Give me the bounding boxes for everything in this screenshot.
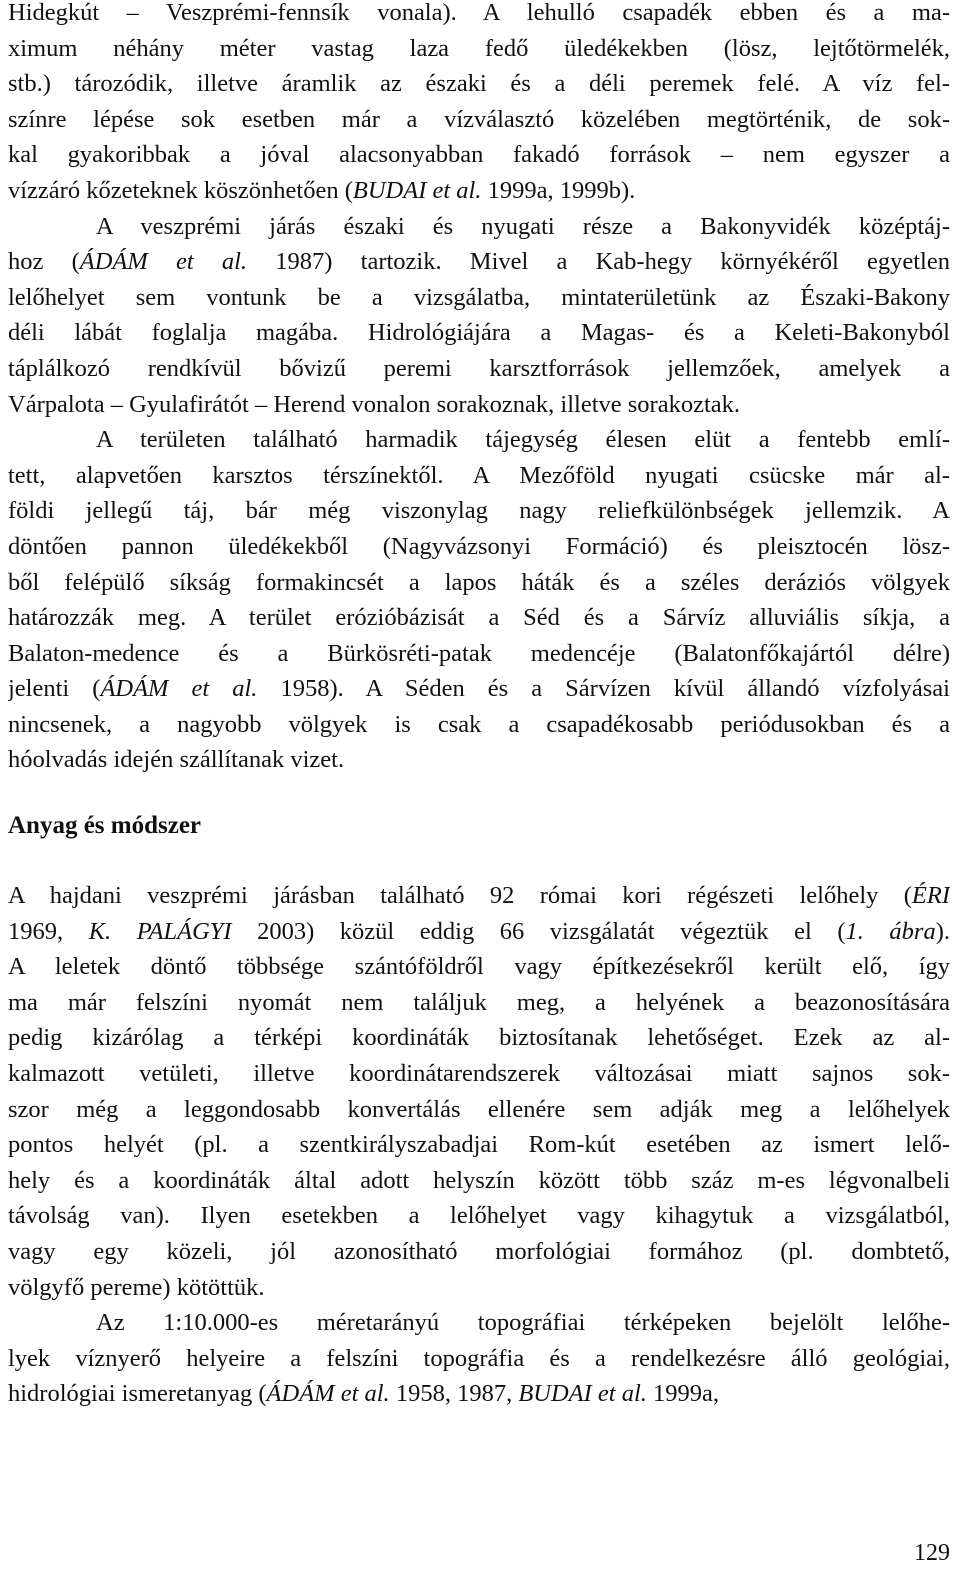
text-line: ximum néhány méter vastag laza fedő üledékekben (lösz, lejtőtörmelék, xyxy=(8,34,950,62)
body-text-lower xyxy=(8,878,950,1412)
text-line: nincsenek, a nagyobb völgyek is csak a csapadékosabb periódusokban és a xyxy=(8,710,950,738)
text-line: hely és a koordináták által adott helyszín között több száz m-es légvonalbeli xyxy=(8,1166,950,1194)
text-line: Az 1:10.000-es méretarányú topográfiai térképeken bejelölt lelőhe- xyxy=(96,1309,950,1337)
text-line: A hajdani veszprémi járásban található 92 római kori régészeti lelőhely (ÉRI xyxy=(8,882,950,909)
text-line: Hidegkút – Veszprémi-fennsík vonala). A lehulló csapadék ebben és a ma- xyxy=(8,0,950,26)
text-line: vagy egy közeli, jól azonosítható morfológiai formához (pl. dombtető, xyxy=(8,1237,950,1265)
paragraph xyxy=(8,209,950,423)
text-line: A területen található harmadik tájegység élesen elüt a fentebb emlí- xyxy=(96,426,950,454)
text-line: hóolvadás idején szállítanak vizet. xyxy=(8,746,345,774)
text-line: színre lépése sok esetben már a vízválasztó közelében megtörténik, de sok- xyxy=(8,105,950,133)
text-line: lyek víznyerő helyeire a felszíni topográfia és a rendelkezésre álló geológiai, xyxy=(8,1344,950,1372)
text-line: stb.) tározódik, illetve áramlik az északi és a déli peremek felé. A víz fel- xyxy=(8,70,950,98)
text-line: A leletek döntő többsége szántóföldről vagy építkezésekről került elő, így xyxy=(8,953,950,981)
text-line: 1969, K. PALÁGYI 2003) közül eddig 66 vizsgálatát végeztük el (1. ábra). xyxy=(8,917,950,945)
text-line: határozzák meg. A terület erózióbázisát a Séd és a Sárvíz alluviális síkja, a xyxy=(8,604,950,632)
text-line: vízzáró kőzeteknek köszönhetően (BUDAI et al. 1999a, 1999b). xyxy=(8,176,636,204)
text-line: ből felépülő síkság formakincsét a lapos háták és a széles deráziós völgyek xyxy=(8,568,950,596)
paragraph xyxy=(8,422,950,778)
text-line: kalmazott vetületi, illetve koordinátarendszerek változásai miatt sajnos sok- xyxy=(8,1059,950,1087)
text-line: pontos helyét (pl. a szentkirályszabadjai Rom-kút esetében az ismert lelő- xyxy=(8,1131,950,1159)
paragraph xyxy=(8,1305,950,1412)
page-number: 129 xyxy=(914,1540,950,1566)
text-line: Várpalota – Gyulafirátót – Herend vonalon sorakoznak, illetve sorakoztak. xyxy=(8,390,741,418)
text-line: völgyfő pereme) kötöttük. xyxy=(8,1273,265,1301)
text-line: lelőhelyet sem vontunk be a vizsgálatba, mintaterületünk az Északi-Bakony xyxy=(8,283,950,311)
text-line: Balaton-medence és a Bürkösréti-patak medencéje (Balatonfőkajártól délre) xyxy=(8,639,950,667)
paragraph xyxy=(8,878,950,1305)
text-line: A veszprémi járás északi és nyugati része a Bakonyvidék középtáj- xyxy=(96,212,950,240)
text-line: szor még a leggondosabb konvertálás ellenére sem adják meg a lelőhelyek xyxy=(8,1095,950,1123)
text-line: távolság van). Ilyen esetekben a lelőhelyet vagy kihagytuk a vizsgálatból, xyxy=(8,1202,950,1230)
text-line: földi jellegű táj, bár még viszonylag nagy reliefkülönbségek jellemzik. A xyxy=(8,497,950,525)
text-line: táplálkozó rendkívül bővizű peremi karsztforrások jellemzőek, amelyek a xyxy=(8,354,950,382)
body-text-upper xyxy=(8,0,950,778)
text-line: jelenti (ÁDÁM et al. 1958). A Séden és a Sárvízen kívül állandó vízfolyásai xyxy=(8,675,950,703)
text-line: hoz (ÁDÁM et al. 1987) tartozik. Mivel a Kab-hegy környékéről egyetlen xyxy=(8,248,950,276)
text-line: hidrológiai ismeretanyag (ÁDÁM et al. 1958, 1987, BUDAI et al. 1999a, xyxy=(8,1380,720,1408)
paragraph xyxy=(8,0,950,209)
text-line: déli lábát foglalja magába. Hidrológiájára a Magas- és a Keleti-Bakonyból xyxy=(8,319,950,347)
text-line: ma már felszíni nyomát nem találjuk meg, a helyének a beazonosítására xyxy=(8,988,950,1016)
text-line: döntően pannon üledékekből (Nagyvázsonyi Formáció) és pleisztocén lösz- xyxy=(8,532,950,560)
section-heading: Anyag és módszer xyxy=(8,812,202,839)
text-line: kal gyakoribbak a jóval alacsonyabban fakadó források – nem egyszer a xyxy=(8,141,950,169)
text-line: pedig kizárólag a térképi koordináták biztosítanak lehetőséget. Ezek az al- xyxy=(8,1024,950,1052)
text-line: tett, alapvetően karsztos térszínektől. A Mezőföld nyugati csücske már al- xyxy=(8,461,950,489)
